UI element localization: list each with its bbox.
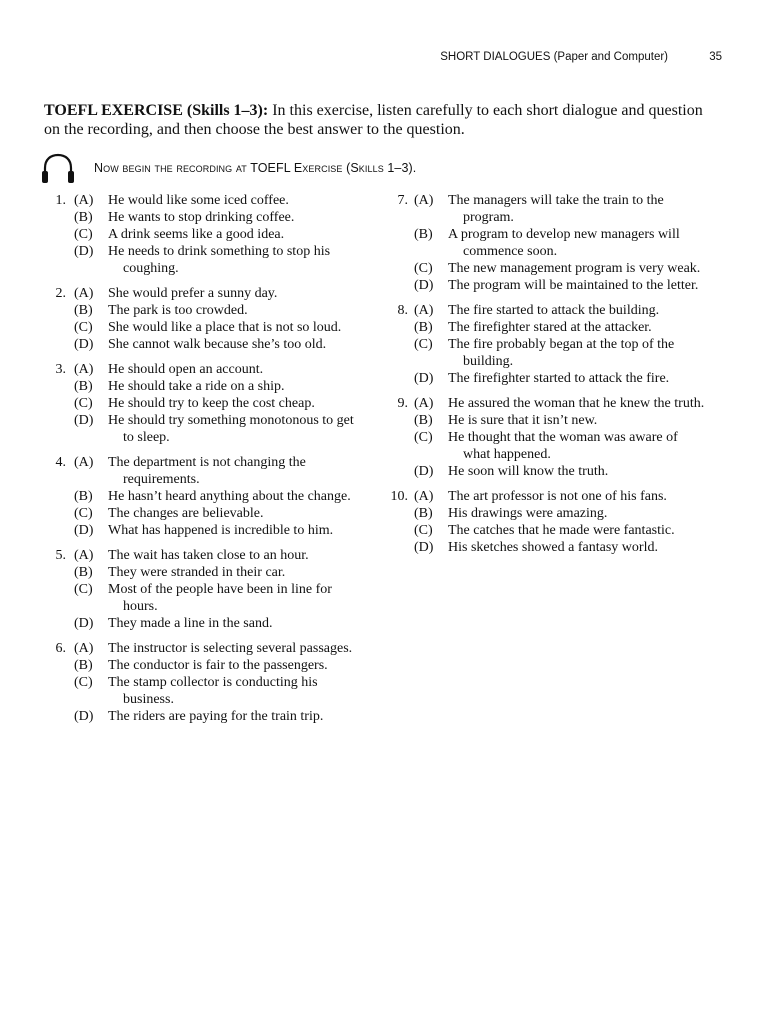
question-item — [38, 192, 358, 277]
question-number: 3. — [55, 362, 66, 377]
option-text: He would like some iced coffee. — [108, 193, 289, 208]
exercise-intro — [44, 101, 704, 139]
question-number: 9. — [397, 396, 408, 411]
answer-option[interactable] — [74, 640, 358, 657]
answer-option[interactable] — [74, 192, 358, 209]
option-letter: (C) — [74, 227, 93, 242]
answer-option[interactable] — [74, 708, 358, 725]
option-text: The stamp collector is conducting his business. — [108, 675, 318, 707]
answer-option[interactable] — [414, 488, 708, 505]
option-text: He needs to drink something to stop his coughing. — [108, 244, 331, 276]
option-letter: (B) — [74, 565, 93, 580]
option-letter: (C) — [74, 396, 93, 411]
answer-options — [74, 192, 358, 277]
option-text: The new management program is very weak. — [448, 261, 701, 276]
option-letter: (A) — [414, 303, 434, 318]
option-text: The managers will take the train to the program. — [448, 193, 664, 225]
page-number: 35 — [709, 51, 722, 63]
answer-option[interactable] — [414, 395, 708, 412]
option-text: The firefighter stared at the attacker. — [448, 320, 652, 335]
question-item — [378, 488, 708, 556]
answer-option[interactable] — [74, 361, 358, 378]
question-number: 1. — [55, 193, 66, 208]
option-text: The changes are believable. — [108, 506, 264, 521]
question-item — [378, 395, 708, 480]
option-text: The park is too crowded. — [108, 303, 248, 318]
question-item — [38, 285, 358, 353]
option-text: He hasn’t heard anything about the change. — [108, 489, 351, 504]
question-number: 7. — [397, 193, 408, 208]
option-text: He should try something monotonous to get to sleep. — [108, 413, 354, 445]
option-letter: (A) — [74, 455, 94, 470]
option-text: The fire started to attack the building. — [448, 303, 660, 318]
answer-option[interactable] — [414, 302, 708, 319]
option-text: The catches that he made were fantastic. — [448, 523, 675, 538]
answer-option[interactable] — [414, 539, 708, 556]
option-letter: (C) — [414, 261, 433, 276]
question-item — [38, 547, 358, 632]
option-letter: (C) — [414, 523, 433, 538]
answer-option[interactable] — [414, 429, 708, 463]
question-number: 6. — [55, 641, 66, 656]
question-number: 2. — [55, 286, 66, 301]
option-letter: (A) — [74, 548, 94, 563]
running-title: SHORT DIALOGUES (Paper and Computer) — [440, 51, 668, 63]
answer-option[interactable] — [74, 226, 358, 243]
option-letter: (B) — [74, 303, 93, 318]
questions-left-column — [38, 192, 358, 733]
option-letter: (C) — [74, 582, 93, 597]
option-text: A program to develop new managers will commence soon. — [448, 227, 680, 259]
option-text: He should try to keep the cost cheap. — [108, 396, 315, 411]
option-text: He soon will know the truth. — [448, 464, 609, 479]
option-text: The program will be maintained to the letter. — [448, 278, 699, 293]
answer-option[interactable] — [414, 336, 708, 370]
answer-option[interactable] — [74, 615, 358, 632]
option-letter: (B) — [74, 658, 93, 673]
question-number: 5. — [55, 548, 66, 563]
option-text: The riders are paying for the train trip. — [108, 709, 324, 724]
question-item — [378, 192, 708, 294]
instruction-text: Now begin the recording at TOEFL Exercise (Skills 1–3). — [94, 161, 417, 175]
answer-option[interactable] — [74, 657, 358, 674]
option-text: She would like a place that is not so loud. — [108, 320, 342, 335]
option-letter: (D) — [74, 244, 94, 259]
answer-option[interactable] — [74, 319, 358, 336]
question-number: 8. — [397, 303, 408, 318]
option-letter: (C) — [74, 675, 93, 690]
option-text: The conductor is fair to the passengers. — [108, 658, 328, 673]
option-letter: (C) — [414, 337, 433, 352]
answer-options — [74, 285, 358, 353]
answer-option[interactable] — [414, 522, 708, 539]
option-letter: (C) — [74, 506, 93, 521]
option-text: He wants to stop drinking coffee. — [108, 210, 295, 225]
option-letter: (B) — [74, 379, 93, 394]
answer-option[interactable] — [414, 412, 708, 429]
option-letter: (A) — [414, 489, 434, 504]
answer-option[interactable] — [74, 336, 358, 353]
option-letter: (A) — [414, 396, 434, 411]
answer-option[interactable] — [74, 674, 358, 708]
answer-option[interactable] — [74, 505, 358, 522]
answer-options — [74, 547, 358, 632]
answer-option[interactable] — [74, 395, 358, 412]
option-letter: (D) — [414, 371, 434, 386]
option-text: He assured the woman that he knew the truth. — [448, 396, 705, 411]
question-number: 10. — [390, 489, 408, 504]
option-text: The instructor is selecting several passages. — [108, 641, 353, 656]
answer-option[interactable] — [74, 454, 358, 488]
option-text: He should open an account. — [108, 362, 264, 377]
option-text: His drawings were amazing. — [448, 506, 608, 521]
answer-option[interactable] — [74, 412, 358, 446]
answer-options — [414, 395, 708, 480]
answer-option[interactable] — [414, 260, 708, 277]
option-text: She would prefer a sunny day. — [108, 286, 278, 301]
option-letter: (B) — [414, 320, 433, 335]
answer-option[interactable] — [414, 192, 708, 226]
answer-option[interactable] — [74, 378, 358, 395]
option-text: The department is not changing the requirements. — [108, 455, 306, 487]
answer-option[interactable] — [74, 285, 358, 302]
option-text: The fire probably began at the top of the building. — [448, 337, 675, 369]
option-letter: (D) — [74, 709, 94, 724]
option-letter: (A) — [414, 193, 434, 208]
option-text: He thought that the woman was aware of what happened. — [448, 430, 678, 462]
option-letter: (D) — [74, 523, 94, 538]
option-letter: (D) — [414, 464, 434, 479]
option-text: They were stranded in their car. — [108, 565, 286, 580]
option-text: He should take a ride on a ship. — [108, 379, 285, 394]
answer-option[interactable] — [74, 522, 358, 539]
answer-options — [74, 361, 358, 446]
answer-options — [414, 302, 708, 387]
option-text: The firefighter started to attack the fire. — [448, 371, 670, 386]
option-letter: (B) — [74, 489, 93, 504]
answer-option[interactable] — [74, 302, 358, 319]
answer-option[interactable] — [414, 319, 708, 336]
option-letter: (A) — [74, 362, 94, 377]
option-letter: (D) — [74, 337, 94, 352]
option-text: The wait has taken close to an hour. — [108, 548, 309, 563]
option-letter: (B) — [74, 210, 93, 225]
answer-option[interactable] — [414, 463, 708, 480]
option-letter: (C) — [74, 320, 93, 335]
headphones-icon — [40, 153, 76, 185]
option-letter: (B) — [414, 506, 433, 521]
option-text: His sketches showed a fantasy world. — [448, 540, 658, 555]
option-text: Most of the people have been in line for hours. — [108, 582, 332, 614]
question-item — [38, 640, 358, 725]
answer-option[interactable] — [74, 581, 358, 615]
option-text: She cannot walk because she’s too old. — [108, 337, 327, 352]
option-letter: (A) — [74, 193, 94, 208]
answer-options — [414, 488, 708, 556]
answer-option[interactable] — [74, 564, 358, 581]
answer-option[interactable] — [74, 243, 358, 277]
answer-options — [414, 192, 708, 294]
option-text: What has happened is incredible to him. — [108, 523, 334, 538]
exercise-label: TOEFL EXERCISE (Skills 1–3): — [44, 102, 269, 119]
answer-option[interactable] — [414, 505, 708, 522]
option-letter: (D) — [74, 413, 94, 428]
question-item — [38, 361, 358, 446]
question-number: 4. — [55, 455, 66, 470]
option-letter: (A) — [74, 286, 94, 301]
answer-option[interactable] — [414, 277, 708, 294]
answer-option[interactable] — [74, 488, 358, 505]
option-text: A drink seems like a good idea. — [108, 227, 285, 242]
answer-option[interactable] — [414, 226, 708, 260]
exercise-instructions: In this exercise, listen carefully to each short dialogue and question on the recording, and then choose the best answer to the question. — [44, 102, 703, 138]
option-letter: (B) — [414, 413, 433, 428]
option-letter: (D) — [414, 540, 434, 555]
option-letter: (A) — [74, 641, 94, 656]
answer-options — [74, 640, 358, 725]
option-letter: (D) — [74, 616, 94, 631]
answer-option[interactable] — [414, 370, 708, 387]
answer-option[interactable] — [74, 209, 358, 226]
question-item — [38, 454, 358, 539]
option-letter: (D) — [414, 278, 434, 293]
option-letter: (C) — [414, 430, 433, 445]
questions-right-column — [378, 192, 708, 564]
option-text: He is sure that it isn’t new. — [448, 413, 598, 428]
option-letter: (B) — [414, 227, 433, 242]
option-text: The art professor is not one of his fans. — [448, 489, 667, 504]
answer-options — [74, 454, 358, 539]
question-item — [378, 302, 708, 387]
answer-option[interactable] — [74, 547, 358, 564]
recording-instruction — [40, 153, 700, 185]
option-text: They made a line in the sand. — [108, 616, 273, 631]
